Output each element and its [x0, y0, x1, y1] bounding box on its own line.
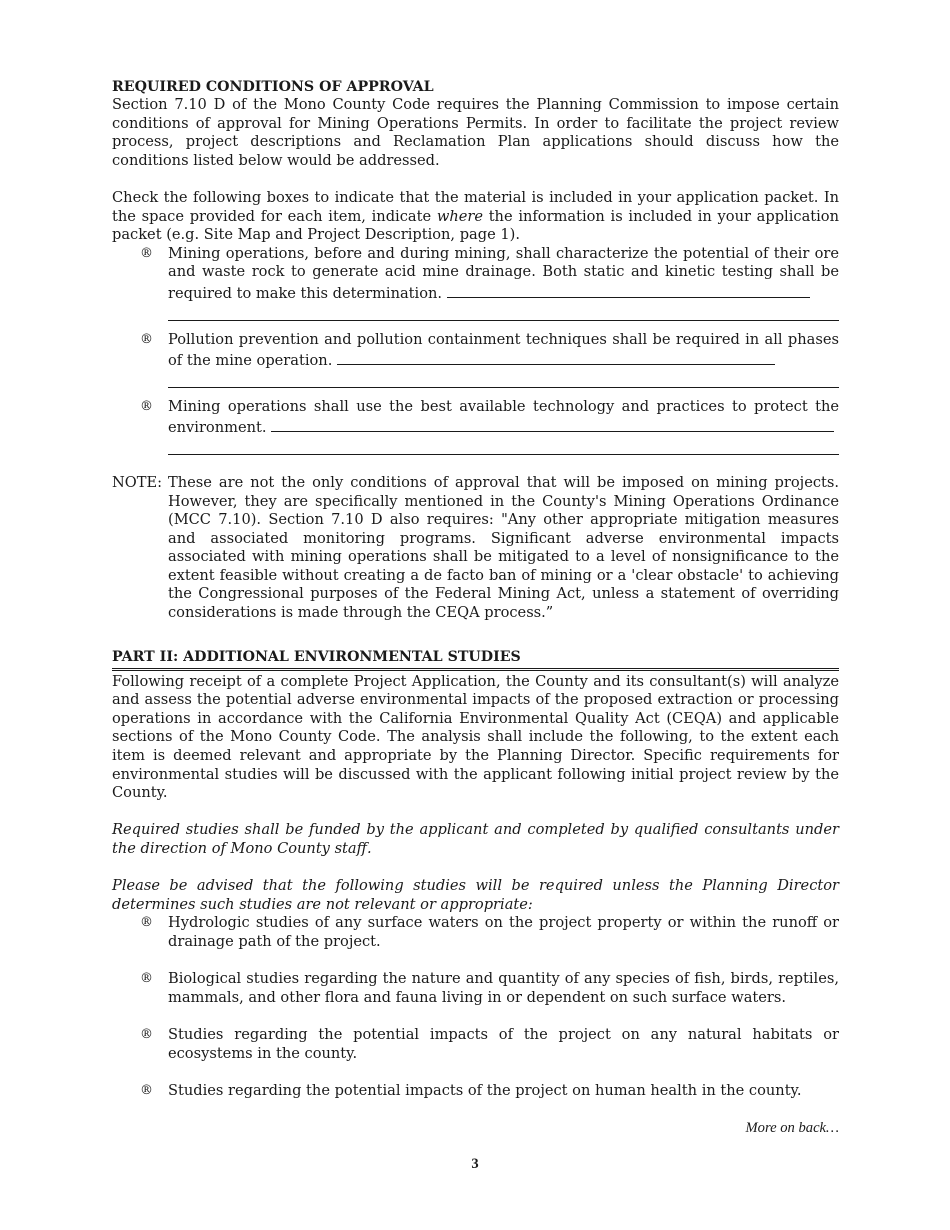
checkbox-glyph[interactable]: ®	[140, 331, 153, 347]
condition-text: Pollution prevention and pollution containment techniques shall be required in all phases of the mine operation.	[168, 330, 839, 370]
study-item	[112, 970, 839, 1007]
answer-line[interactable]	[271, 416, 834, 432]
part-separator: :	[172, 648, 184, 665]
condition-item	[112, 331, 839, 371]
section-heading-part-ii	[112, 648, 839, 671]
condition-item	[112, 398, 839, 438]
checkbox-glyph[interactable]: ®	[140, 1082, 153, 1098]
checkbox-glyph[interactable]: ®	[140, 915, 153, 931]
study-text: Studies regarding the potential impacts of the project on human health in the county.	[168, 1081, 802, 1099]
answer-line-full[interactable]	[168, 438, 839, 455]
studies-intro-paragraph: Following receipt of a complete Project Application, the County and its consultant(s) will analyze and assess the potential adverse environmental impacts of the proposed extraction or processing operations in accordance with the California Environmental Quality Act (CEQA) and applicable sections of the Mono County Code. The analysis shall include the following, to the extent each item is deemed relevant and appropriate by the Planning Director. Specific requirements for environmental studies will be discussed with the applicant following initial project review by the County.	[112, 672, 839, 802]
advisory-note: Please be advised that the following studies will be required unless the Planning Director determines such studies are not relevant or appropriate:	[112, 877, 839, 913]
condition-text: Mining operations shall use the best available technology and practices to protect the environment.	[168, 397, 839, 437]
part-title: ADDITIONAL ENVIRONMENTAL STUDIES	[183, 648, 521, 665]
study-text: Studies regarding the potential impacts of the project on any natural habitats or ecosystems in the county.	[168, 1025, 839, 1062]
note-block	[112, 474, 839, 623]
study-item	[112, 1082, 839, 1101]
section-heading-conditions: REQUIRED CONDITIONS OF APPROVAL	[112, 79, 434, 95]
study-item	[112, 914, 839, 951]
instructions-paragraph	[112, 189, 839, 245]
answer-line[interactable]	[337, 349, 775, 365]
study-text: Hydrologic studies of any surface waters on the project property or within the runoff or drainage path of the project.	[168, 914, 839, 950]
checkbox-glyph[interactable]: ®	[140, 971, 153, 987]
condition-item	[112, 245, 839, 304]
study-text: Biological studies regarding the nature and quantity of any species of fish, birds, reptiles, mammals, and other flora and fauna living in or dependent on such surface waters.	[168, 970, 839, 1006]
note-label: NOTE:	[112, 473, 163, 491]
study-item	[112, 1026, 839, 1063]
part-label: PART II	[112, 648, 173, 665]
funding-note: Required studies shall be funded by the applicant and completed by qualified consultants under the direction of Mono County staff.	[112, 821, 839, 857]
document-page	[112, 78, 839, 1138]
more-on-back: More on back…	[745, 1119, 839, 1136]
checkbox-glyph[interactable]: ®	[140, 398, 153, 414]
instructions-text-1: Check the following boxes to indicate that the material is included in your application packet. In the space provided for each item, indicate	[112, 188, 839, 225]
answer-line[interactable]	[447, 282, 810, 298]
checkbox-glyph[interactable]: ®	[140, 245, 153, 261]
instructions-text-2: the information is included in your application packet (e.g. Site Map and Project Description, page 1).	[112, 207, 839, 244]
instructions-emphasis: where	[436, 207, 483, 225]
note-text: These are not the only conditions of approval that will be imposed on mining projects. However, they are specifically mentioned in the County's Mining Operations Ordinance (MCC 7.10). Section 7.10 D also requires: "Any other appropriate mitigation measures and associated monitoring programs. Significant adverse environmental impacts associated with mining operations shall be mitigated to a level of nonsignificance to the extent feasible without creating a de facto ban of mining or a 'clear obstacle' to achieving the Congressional purposes of the Federal Mining Act, unless a statement of overriding considerations is made through the CEQA process.”	[168, 473, 839, 622]
page-number: 3	[471, 1156, 479, 1172]
condition-text: Mining operations, before and during mining, shall characterize the potential of their ore and waste rock to generate acid mine drainage. Both static and kinetic testing shall be required to make this determination.	[168, 244, 839, 302]
answer-line-full[interactable]	[168, 304, 839, 321]
conditions-intro-paragraph: Section 7.10 D of the Mono County Code requires the Planning Commission to impose certain conditions of approval for Mining Operations Permits. In order to facilitate the project review process, project descriptions and Reclamation Plan applications should discuss how the conditions listed below would be addressed.	[112, 96, 839, 169]
answer-line-full[interactable]	[168, 371, 839, 388]
checkbox-glyph[interactable]: ®	[140, 1026, 153, 1042]
